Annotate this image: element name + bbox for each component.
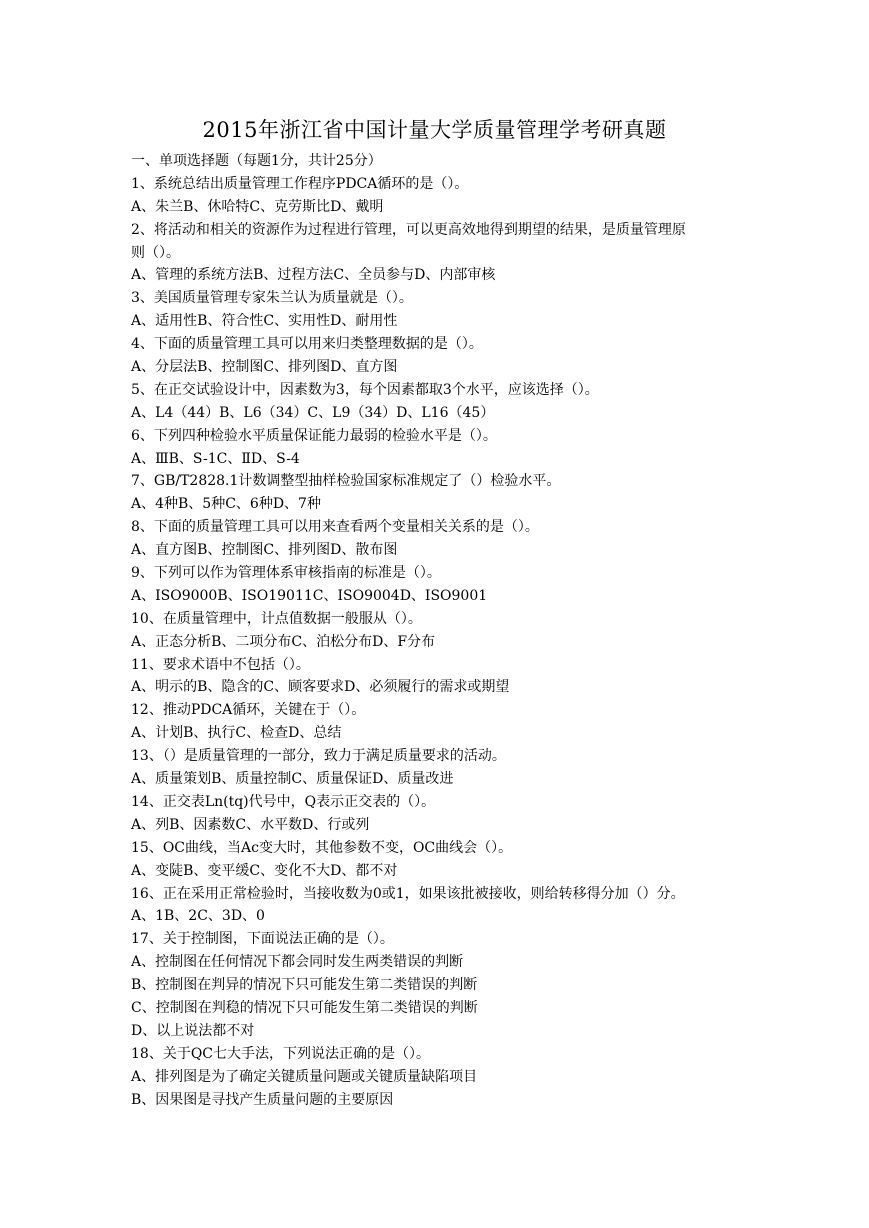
question-13: 13、（）是质量管理的一部分，致力于满足质量要求的活动。 (131, 748, 506, 765)
question-13-options: A、质量策划B、质量控制C、质量保证D、质量改进 (131, 771, 454, 788)
question-5-options: A、L4（44）B、L6（34）C、L9（34）D、L16（45） (131, 404, 495, 421)
question-6-options: A、ⅢB、S-1C、ⅡD、S-4 (131, 450, 300, 467)
question-14: 14、正交表Ln(tq)代号中，Q表示正交表的（）。 (131, 793, 436, 810)
question-7-options: A、4种B、5种C、6种D、7种 (131, 496, 321, 513)
question-18-option-b: B、因果图是寻找产生质量问题的主要原因 (131, 1091, 394, 1108)
question-18-option-a: A、排列图是为了确定关键质量问题或关键质量缺陷项目 (131, 1068, 478, 1085)
question-17-option-d: D、以上说法都不对 (131, 1022, 255, 1039)
question-17: 17、关于控制图，下面说法正确的是（）。 (131, 931, 394, 948)
question-18: 18、关于QC七大手法，下列说法正确的是（）。 (131, 1045, 431, 1062)
question-2-options: A、管理的系统方法B、过程方法C、全员参与D、内部审核 (131, 267, 496, 284)
question-3: 3、美国质量管理专家朱兰认为质量就是（）。 (131, 290, 413, 307)
question-10-options: A、正态分析B、二项分布C、泊松分布D、F分布 (131, 633, 436, 650)
question-10: 10、在质量管理中，计点值数据一般服从（）。 (131, 610, 422, 627)
document-body (131, 150, 751, 1111)
question-1-options: A、朱兰B、休哈特C、克劳斯比D、戴明 (131, 198, 384, 215)
question-1: 1、系统总结出质量管理工作程序PDCA循环的是（）。 (131, 175, 469, 192)
question-8-options: A、直方图B、控制图C、排列图D、散布图 (131, 542, 398, 559)
question-15-options: A、变陡B、变平缓C、变化不大D、都不对 (131, 862, 398, 879)
question-14-options: A、列B、因素数C、水平数D、行或列 (131, 816, 370, 833)
question-7: 7、GB/T2828.1计数调整型抽样检验国家标准规定了（）检验水平。 (131, 473, 561, 490)
question-9-options: A、ISO9000B、ISO19011C、ISO9004D、ISO9001 (131, 587, 488, 604)
question-11-options: A、明示的B、隐含的C、顾客要求D、必须履行的需求或期望 (131, 679, 510, 696)
question-9: 9、下列可以作为管理体系审核指南的标准是（）。 (131, 565, 441, 582)
question-11: 11、要求术语中不包括（）。 (131, 656, 310, 673)
question-15: 15、OC曲线，当Ac变大时，其他参数不变，OC曲线会（）。 (131, 839, 513, 856)
question-3-options: A、适用性B、符合性C、实用性D、耐用性 (131, 313, 398, 330)
question-4: 4、下面的质量管理工具可以用来归类整理数据的是（）。 (131, 336, 483, 353)
question-12-options: A、计划B、执行C、检查D、总结 (131, 725, 342, 742)
question-5: 5、在正交试验设计中，因素数为3，每个因素都取3个水平，应该选择（）。 (131, 381, 599, 398)
question-17-option-c: C、控制图在判稳的情况下只可能发生第二类错误的判断 (131, 999, 478, 1016)
question-6: 6、下列四种检验水平质量保证能力最弱的检验水平是（）。 (131, 427, 497, 444)
document-title: 2015年浙江省中国计量大学质量管理学考研真题 (202, 118, 667, 142)
question-2-continued: 则（）。 (131, 244, 180, 261)
question-12: 12、推动PDCA循环，关键在于（）。 (131, 702, 366, 719)
question-16: 16、正在采用正常检验时，当接收数为0或1，如果该批被接收，则给转移得分加（）分。 (131, 885, 685, 902)
question-17-option-a: A、控制图在任何情况下都会同时发生两类错误的判断 (131, 954, 464, 971)
question-2: 2、将活动和相关的资源作为过程进行管理，可以更高效地得到期望的结果，是质量管理原 (131, 221, 686, 238)
question-8: 8、下面的质量管理工具可以用来查看两个变量相关关系的是（）。 (131, 519, 539, 536)
question-16-options: A、1B、2C、3D、0 (131, 908, 265, 925)
section-heading: 一、单项选择题（每题1分，共计25分） (131, 153, 382, 169)
question-17-option-b: B、控制图在判异的情况下只可能发生第二类错误的判断 (131, 977, 478, 994)
question-4-options: A、分层法B、控制图C、排列图D、直方图 (131, 359, 398, 376)
